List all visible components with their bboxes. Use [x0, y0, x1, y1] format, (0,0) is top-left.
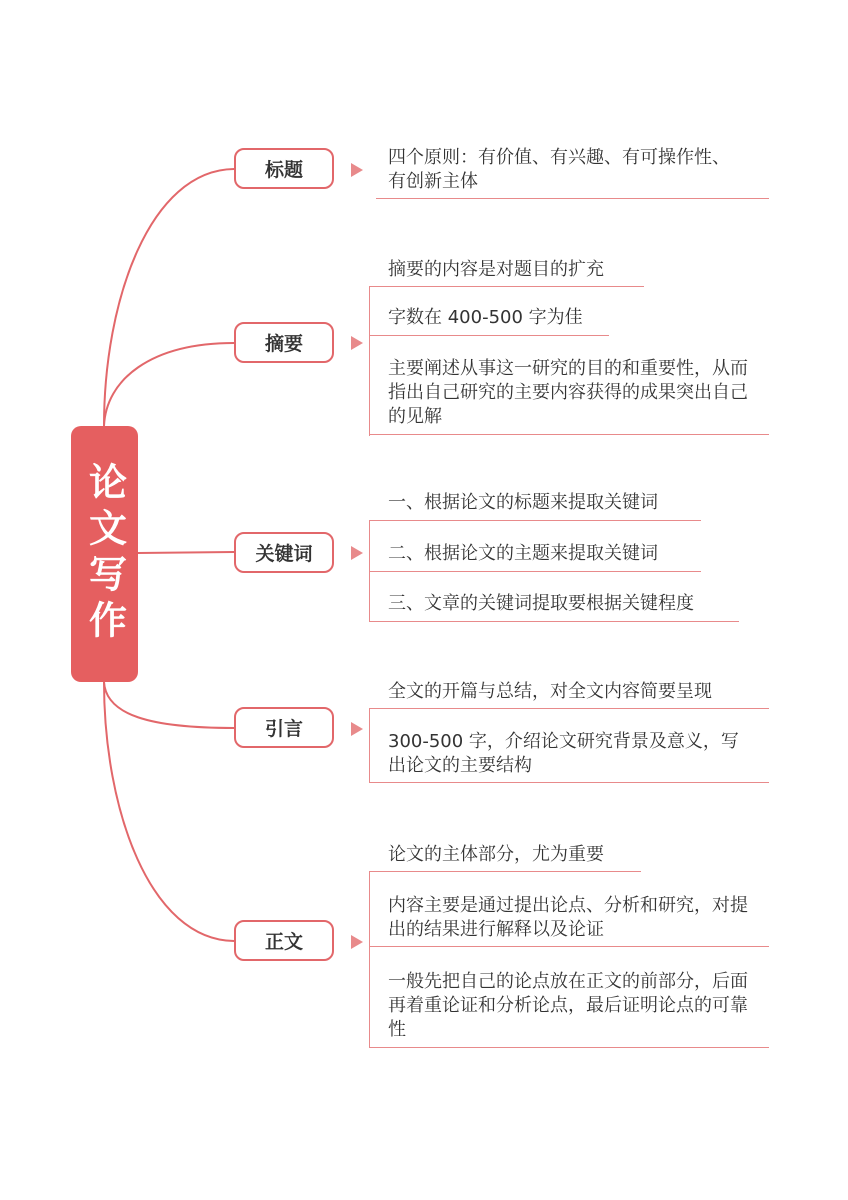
connector-yinyan	[104, 682, 234, 728]
leaf-text	[388, 146, 738, 194]
branch-node-yinyan[interactable]	[234, 707, 334, 748]
leaf-text	[388, 592, 694, 616]
leaf-text	[388, 491, 658, 515]
leaf-underline	[369, 434, 769, 435]
arrow-right-icon	[351, 546, 363, 560]
leaf-text	[388, 894, 753, 942]
root-node[interactable]	[71, 426, 138, 682]
branch-label: 正文	[264, 931, 303, 953]
leaf-underline	[369, 1047, 769, 1048]
branch-node-zhaiyao[interactable]	[234, 322, 334, 363]
leaf-text-content: 四个原则：有价值、有兴趣、有可操作性、有创新主体	[388, 147, 730, 192]
leaf-bracket	[369, 286, 370, 436]
leaf-underline	[369, 871, 641, 872]
leaf-text	[388, 680, 712, 704]
leaf-underline	[376, 198, 769, 199]
leaf-text	[388, 357, 758, 429]
leaf-underline	[369, 520, 701, 521]
root-title: 论文写作	[82, 462, 127, 646]
connector-guanjianci	[138, 552, 234, 553]
leaf-text-content: 摘要的内容是对题目的扩充	[388, 259, 604, 280]
leaf-text-content: 三、文章的关键词提取要根据关键程度	[388, 593, 694, 614]
branch-node-guanjianci[interactable]	[234, 532, 334, 573]
branch-node-zhengwen[interactable]	[234, 920, 334, 961]
leaf-text-content: 二、根据论文的主题来提取关键词	[388, 543, 658, 564]
branch-label: 关键词	[255, 543, 313, 565]
leaf-text-content: 一、根据论文的标题来提取关键词	[388, 492, 658, 513]
leaf-text-content: 内容主要是通过提出论点、分析和研究，对提出的结果进行解释以及论证	[388, 895, 748, 940]
leaf-bracket	[369, 708, 370, 783]
leaf-text-content: 字数在 400-500 字为佳	[388, 307, 583, 328]
leaf-text-content: 一般先把自己的论点放在正文的前部分，后面再着重论证和分析论点，最后证明论点的可靠性	[388, 971, 748, 1040]
connector-biaoti	[104, 169, 234, 426]
leaf-text	[388, 843, 604, 867]
leaf-text-content: 全文的开篇与总结，对全文内容简要呈现	[388, 681, 712, 702]
leaf-text	[388, 306, 583, 330]
connector-zhengwen	[104, 682, 234, 941]
branch-label: 摘要	[264, 333, 303, 355]
leaf-underline	[369, 571, 701, 572]
arrow-right-icon	[351, 163, 363, 177]
branch-label: 引言	[264, 718, 303, 740]
leaf-underline	[369, 782, 769, 783]
arrow-right-icon	[351, 336, 363, 350]
branch-label: 标题	[264, 159, 303, 181]
leaf-text-content: 主要阐述从事这一研究的目的和重要性，从而指出自己研究的主要内容获得的成果突出自己的见解	[388, 358, 748, 427]
leaf-underline	[369, 335, 609, 336]
leaf-underline	[369, 946, 769, 947]
branch-node-biaoti[interactable]	[234, 148, 334, 189]
leaf-underline	[369, 621, 739, 622]
leaf-text	[388, 258, 604, 282]
leaf-underline	[369, 286, 644, 287]
leaf-text	[388, 730, 753, 778]
arrow-right-icon	[351, 722, 363, 736]
leaf-text-content: 论文的主体部分，尤为重要	[388, 844, 604, 865]
leaf-text-content: 300-500 字，介绍论文研究背景及意义，写出论文的主要结构	[388, 731, 739, 776]
connector-zhaiyao	[104, 343, 234, 426]
leaf-text	[388, 970, 760, 1042]
arrow-right-icon	[351, 935, 363, 949]
leaf-bracket	[369, 871, 370, 1048]
leaf-underline	[369, 708, 769, 709]
leaf-text	[388, 542, 658, 566]
